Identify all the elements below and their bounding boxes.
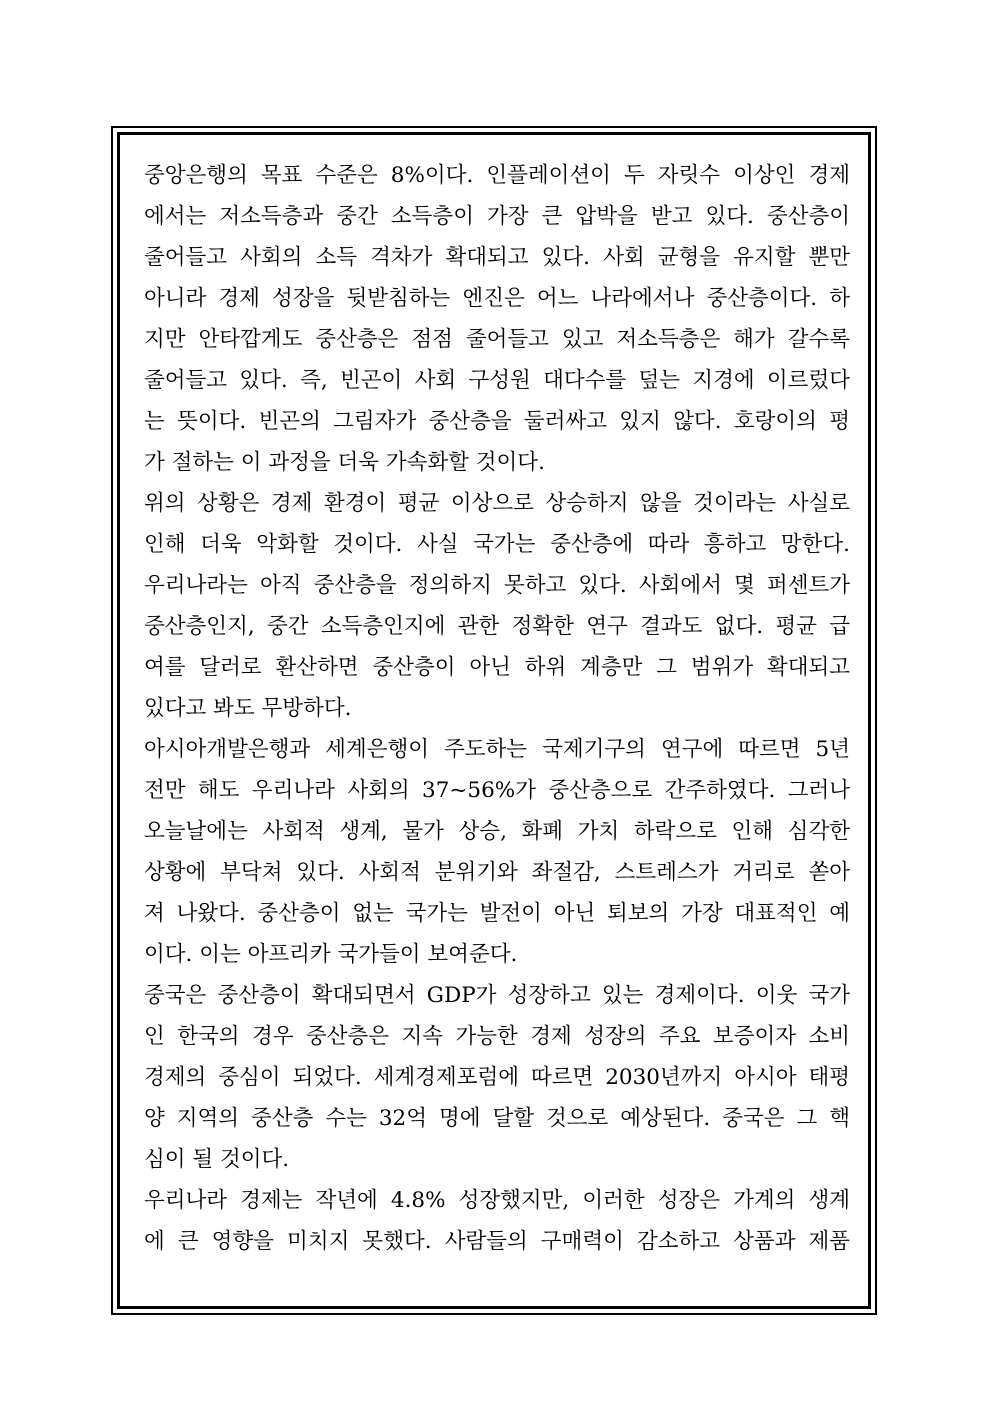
text-line: 인 한국의 경우 중산층은 지속 가능한 경제 성장의 주요 보증이자 소비	[144, 1024, 850, 1049]
text-line: 있다고 봐도 무방하다.	[144, 696, 352, 721]
text-line: 는 뜻이다. 빈곤의 그림자가 중산층을 둘러싸고 있지 않다. 호랑이의 평	[144, 409, 850, 434]
text-line: 경제의 중심이 되었다. 세계경제포럼에 따르면 2030년까지 아시아 태평	[144, 1065, 850, 1090]
paragraph-4	[144, 975, 850, 1180]
text-line: 우리나라는 아직 중산층을 정의하지 못하고 있다. 사회에서 몇 퍼센트가	[144, 573, 850, 598]
text-line: 가 절하는 이 과정을 더욱 가속화할 것이다.	[144, 450, 545, 475]
text-line: 중산층인지, 중간 소득층인지에 관한 정확한 연구 결과도 없다. 평균 급	[144, 614, 850, 639]
text-line: 지만 안타깝게도 중산층은 점점 줄어들고 있고 저소득층은 해가 갈수록	[144, 327, 850, 352]
text-line: 양 지역의 중산층 수는 32억 명에 달할 것으로 예상된다. 중국은 그 핵	[144, 1106, 850, 1131]
text-line: 중앙은행의 목표 수준은 8%이다. 인플레이션이 두 자릿수 이상인 경제	[144, 163, 850, 188]
text-line: 심이 될 것이다.	[144, 1147, 290, 1172]
text-line: 아시아개발은행과 세계은행이 주도하는 국제기구의 연구에 따르면 5년	[144, 737, 850, 762]
text-line: 여를 달러로 환산하면 중산층이 아닌 하위 계층만 그 범위가 확대되고	[144, 655, 850, 680]
text-line: 중국은 중산층이 확대되면서 GDP가 성장하고 있는 경제이다. 이웃 국가	[144, 983, 850, 1008]
text-line: 전만 해도 우리나라 사회의 37~56%가 중산층으로 간주하였다. 그러나	[144, 778, 850, 803]
text-line: 오늘날에는 사회적 생계, 물가 상승, 화폐 가치 하락으로 인해 심각한	[144, 819, 850, 844]
paragraph-5	[144, 1180, 850, 1262]
paragraph-3	[144, 729, 850, 975]
text-line: 인해 더욱 악화할 것이다. 사실 국가는 중산층에 따라 흥하고 망한다.	[144, 532, 850, 557]
text-line: 우리나라 경제는 작년에 4.8% 성장했지만, 이러한 성장은 가계의 생계	[144, 1188, 850, 1213]
text-line: 줄어들고 사회의 소득 격차가 확대되고 있다. 사회 균형을 유지할 뿐만	[144, 245, 850, 270]
text-line: 져 나왔다. 중산층이 없는 국가는 발전이 아닌 퇴보의 가장 대표적인 예	[144, 901, 850, 926]
document-body	[144, 155, 850, 1262]
text-line: 에 큰 영향을 미치지 못했다. 사람들의 구매력이 감소하고 상품과 제품	[144, 1229, 850, 1254]
text-line: 아니라 경제 성장을 뒷받침하는 엔진은 어느 나라에서나 중산층이다. 하	[144, 286, 850, 311]
text-line: 상황에 부닥쳐 있다. 사회적 분위기와 좌절감, 스트레스가 거리로 쏟아	[144, 860, 850, 885]
paragraph-2	[144, 483, 850, 729]
paragraph-1	[144, 155, 850, 483]
text-line: 에서는 저소득층과 중간 소득층이 가장 큰 압박을 받고 있다. 중산층이	[144, 204, 850, 229]
text-line: 줄어들고 있다. 즉, 빈곤이 사회 구성원 대다수를 덮는 지경에 이르렀다	[144, 368, 850, 393]
text-line: 위의 상황은 경제 환경이 평균 이상으로 상승하지 않을 것이라는 사실로	[144, 491, 850, 516]
text-line: 이다. 이는 아프리카 국가들이 보여준다.	[144, 942, 518, 967]
